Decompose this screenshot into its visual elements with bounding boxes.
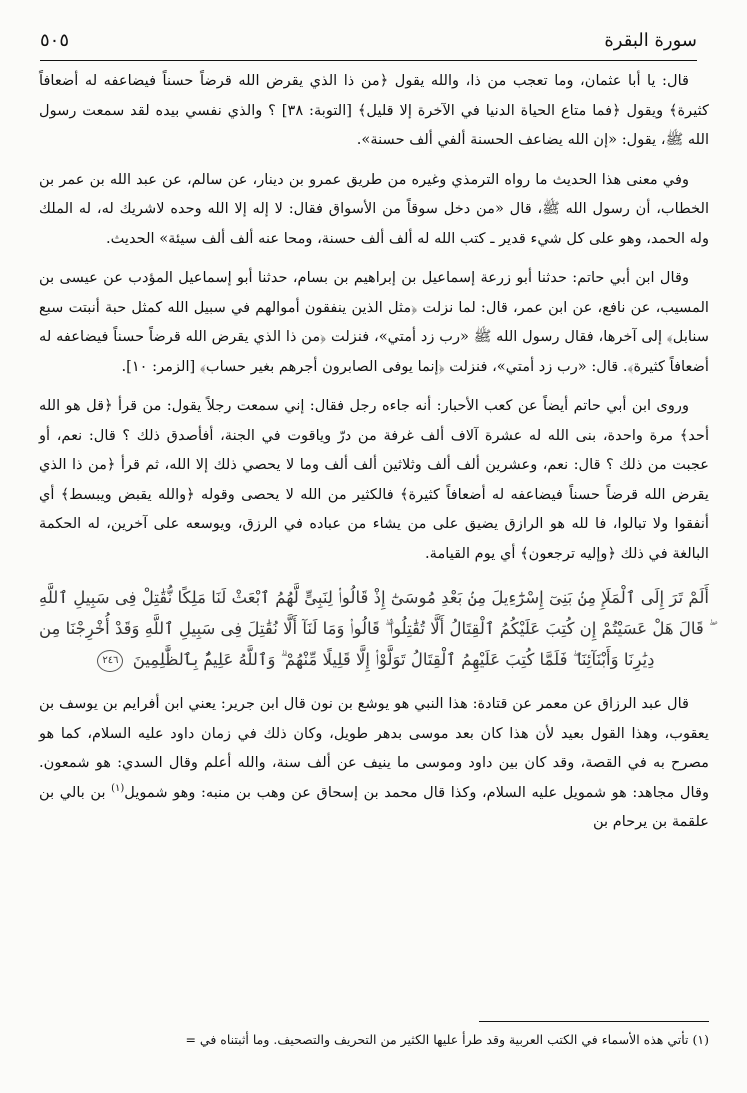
page-number: ٥٠٥ [40,30,70,51]
verse-number-marker: ٢٤٦ [97,650,123,672]
footnote [39,1030,709,1050]
paragraph-5-tail: بن بالي بن علقمة بن يرحام بن [39,783,709,830]
footnote-marker: (١) [692,1032,709,1047]
surah-title: سورة البقرة [604,30,697,51]
paragraph-2: وفي معنى هذا الحديث ما رواه الترمذي وغيره من طريق عمرو بن دينار، عن سالم، عن عبد الله بن عمر بن الخطاب، أن رسول الله ﷺ، قال «من دخل سوقاً من الأسواق فقال: لا إله إلا الله وحده لاشريك له، له الملك وله الحمد، وهو على كل شيء قدير ـ كتب الله له ألف ألف حسنة، ومحا عنه ألف ألف سيئة» الحديث. [39,170,709,247]
footnote-divider [479,1021,709,1022]
footnote-reference[interactable]: (١) [111,782,125,794]
paragraph-5-text: قال عبد الرزاق عن معمر عن قتادة: هذا النبي هو يوشع بن نون قال ابن جرير: يعني ابن أفرايم بن يوسف بن يعقوب، وهذا القول بعيد لأن هذا كان بعد موسى بدهر طويل، وكان ذلك في زمان داود عليه السلام، كما هو مصرح به في القصة، وقد كان بين داود وموسى ما ينيف عن ألف سنة، والله أعلم وقال السدي: هو شمعون. وقال مجاهد: هو شمويل عليه السلام، وكذا قال محمد بن إسحاق عن وهب بن منبه: وهو شمويل [39,695,709,801]
quran-verse [39,582,709,675]
header-rule [40,60,697,61]
paragraph-5 [39,689,709,837]
footnote-text: تأتي هذه الأسماء في الكتب العربية وقد طرأ عليها الكثير من التحريف والتصحيف. وما أثبتناه في = [185,1032,689,1047]
paragraph-3: وقال ابن أبي حاتم: حدثنا أبو زرعة إسماعيل بن إبراهيم بن بسام، حدثنا أبو إسماعيل المؤدب عن عيسى بن المسيب، عن نافع، عن ابن عمر، قال: لما نزلت ﴿مثل الذين ينفقون أموالهم في سبيل الله كمثل حبة أنبتت سبع سنابل﴾ إلى آخرها، فقال رسول الله ﷺ «رب زد أمتي»، فنزلت ﴿من ذا الذي يقرض الله قرضاً حسناً فيضاعفه له أضعافاً كثيرة﴾. قال: «رب زد أمتي»، فنزلت ﴿إنما يوفى الصابرون أجرهم بغير حساب﴾ [الزمر: ١٠]. [39,269,709,375]
paragraph-4: وروى ابن أبي حاتم أيضاً عن كعب الأحبار: أنه جاءه رجل فقال: إني سمعت رجلاً يقول: من قرأ ﴿قل هو الله أحد﴾ مرة واحدة، بنى الله له عشرة آلاف ألف غرفة من درّ وياقوت في الجنة، أفأصدق ذلك ؟ قال: نعم، أو عجبت من ذلك ؟ قال: نعم، وعشرين ألف ألف وثلاثين ألف ألف وما لا يحصي ذلك إلا الله، ثم قرأ ﴿من ذا الذي يقرض الله قرضاً حسناً فيضاعفه له أضعافاً كثيرة﴾ فالكثير من الله لا يحصى وقوله ﴿والله يقبض ويبسط﴾ أي أنفقوا ولا تبالوا، فا لله هو الرازق يضيق على من يشاء من عباده في الرزق، ويوسعه على آخرين، له الحكمة البالغة في ذلك ﴿وإليه ترجعون﴾ أي يوم القيامة. [39,397,709,562]
verse-text: أَلَمْ تَرَ إِلَى ٱلْمَلَإِ مِنۢ بَنِىٓ إِسْرَٰٓءِيلَ مِنۢ بَعْدِ مُوسَىٰٓ إِذْ قَالُوا۟ لِنَبِىٍّ لَّهُمُ ٱبْعَثْ لَنَا مَلِكًا نُّقَٰتِلْ فِى سَبِيلِ ٱللَّهِ ۖ قَالَ هَلْ عَسَيْتُمْ إِن كُتِبَ عَلَيْكُمُ ٱلْقِتَالُ أَلَّا تُقَٰتِلُوا۟ ۖ قَالُوا۟ وَمَا لَنَآ أَلَّا نُقَٰتِلَ فِى سَبِيلِ ٱللَّهِ وَقَدْ أُخْرِجْنَا مِن دِيَٰرِنَا وَأَبْنَآئِنَا ۖ فَلَمَّا كُتِبَ عَلَيْهِمُ ٱلْقِتَالُ تَوَلَّوْا۟ إِلَّا قَلِيلًا مِّنْهُمْ ۗ وَٱللَّهُ عَلِيمٌۢ بِٱلظَّٰلِمِينَ [39,588,709,669]
page-header [40,30,697,60]
page-body [39,66,709,845]
paragraph-1: قال: يا أبا عثمان، وما تعجب من ذا، والله يقول ﴿من ذا الذي يقرض الله قرضاً حسناً فيضاعفه له أضعافاً كثيرة﴾ ويقول ﴿فما متاع الحياة الدنيا في الآخرة إلا قليل﴾ [التوبة: ٣٨] ؟ والذي نفسي بيده لقد سمعت رسول الله ﷺ، يقول: «إن الله يضاعف الحسنة ألفي ألف حسنة». [39,72,709,148]
